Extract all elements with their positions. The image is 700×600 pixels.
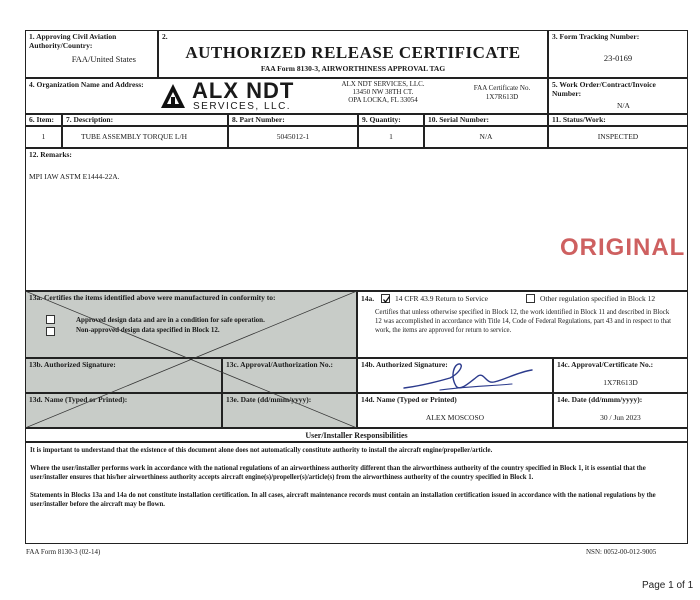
approval-certificate-value: 1X7R613D <box>603 377 638 387</box>
responsibility-paragraph-3: Statements in Blocks 13a and 14a do not constitute installation certification. In all cases, aircraft maintenance records must contain an installation certification issued in accordance with the national regulations by the user/installer before the aircraft may be flown. <box>30 492 656 508</box>
work-order-value: N/A <box>617 101 630 110</box>
col-part-number: 8. Part Number: <box>228 114 358 126</box>
row-part-number: 5045012-1 <box>228 126 358 148</box>
block-14d-label: 14d. Name (Typed or Printed) <box>361 395 457 404</box>
cfr-43-9-label: 14 CFR 43.9 Return to Service <box>395 294 488 303</box>
remarks-text: MPI IAW ASTM E1444-22A. <box>29 171 120 181</box>
checkmark-icon <box>382 295 391 304</box>
col-serial-number: 10. Serial Number: <box>424 114 548 126</box>
block-13a-label: 13a. Certifies the items identified above were manufactured in conformity to: <box>29 293 276 302</box>
page-title: AUTHORIZED RELEASE CERTIFICATE <box>185 42 521 62</box>
name-printed-value: ALEX MOSCOSO <box>425 412 485 422</box>
logo-name: ALX NDT <box>192 78 295 103</box>
row-status: INSPECTED <box>548 126 688 148</box>
block-14e-label: 14e. Date (dd/mmm/yyyy): <box>557 395 643 404</box>
block-2-label: 2. <box>162 32 168 41</box>
block-13d-label: 13d. Name (Typed or Printed): <box>29 395 128 404</box>
block-3-label: 3. Form Tracking Number: <box>552 32 640 41</box>
logo-services: SERVICES, LLC. <box>193 101 292 112</box>
row-description: TUBE ASSEMBLY TORQUE L/H <box>62 126 228 148</box>
block-1-label: 1. Approving Civil Aviation Authority/Country: <box>29 32 117 50</box>
col-description: 7. Description: <box>62 114 228 126</box>
certificate-value: 1X7R613D <box>485 93 519 102</box>
remarks-label: 12. Remarks: <box>29 150 72 159</box>
block-5 <box>548 78 688 114</box>
org-address <box>318 80 448 104</box>
date-value: 30 / Jun 2023 <box>600 412 641 422</box>
faa-certificate <box>458 84 546 101</box>
col-item: 6. Item: <box>25 114 62 126</box>
block-12-remarks <box>25 148 688 291</box>
block-14b-label: 14b. Authorized Signature: <box>361 360 448 369</box>
responsibilities-body <box>25 442 688 544</box>
certificate-label: FAA Certificate No. <box>473 84 531 92</box>
responsibility-paragraph-1: It is important to understand that the existence of this document alone does not automatically constitute authority to install the aircraft engine/propeller/article. <box>30 447 493 454</box>
row-serial-number: N/A <box>424 126 548 148</box>
block-4-label: 4. Organization Name and Address: <box>29 80 144 89</box>
block-14c <box>553 358 688 393</box>
address-line-1: ALX NDT SERVICES, LLC. <box>341 80 425 88</box>
block-14a-label: 14a. <box>361 294 375 303</box>
original-stamp: ORIGINAL <box>560 234 686 261</box>
tracking-number: 23-0169 <box>603 52 633 63</box>
block-13c-label: 13c. Approval/Authorization No.: <box>226 360 333 369</box>
block-14a <box>357 291 688 358</box>
col-quantity: 9. Quantity: <box>358 114 424 126</box>
col-status: 11. Status/Work: <box>548 114 688 126</box>
other-regulation-checkbox[interactable] <box>526 294 535 303</box>
address-line-2: 13450 NW 38TH CT. <box>352 88 414 97</box>
row-item: 1 <box>25 126 62 148</box>
block-14a-statement: Certifies that unless otherwise specified in Block 12, the work identified in Block 11 and described in Block 12 was accomplished in accordance with Title 14, Code of Federal Regulations, part 43 and in respect to that work, the items are approved for return to service. <box>375 309 671 334</box>
address-line-3: OPA LOCKA, FL 33054 <box>348 96 418 105</box>
logo-triangle-icon <box>160 83 186 109</box>
block-5-label: 5. Work Order/Contract/Invoice Number: <box>552 80 656 98</box>
approved-design-text: Approved design data and are in a condition for safe operation. <box>76 316 265 324</box>
cfr-43-9-checkbox[interactable] <box>381 294 390 303</box>
block-13e-label: 13e. Date (dd/mmm/yyyy): <box>226 395 312 404</box>
block-3 <box>548 30 688 78</box>
form-number: FAA Form 8130-3 (02-14) <box>26 548 101 556</box>
company-logo <box>160 80 300 114</box>
handwritten-signature <box>400 360 540 400</box>
block-14e <box>553 393 688 428</box>
page-subtitle: FAA Form 8130-3, AIRWORTHINESS APPROVAL TAG <box>260 63 446 73</box>
responsibility-paragraph-2: Where the user/installer performs work in accordance with the national regulations of an airworthiness authority different than the airworthiness authority of the country specified in Block 1, it is essential that the user/installer ensures that his/her airworthiness authority accepts aircraft engine(s)/propeller(s)/article(s) from the airworthiness authority of the country specified in Block 1. <box>30 465 646 481</box>
page-indicator: Page 1 of 1 <box>642 580 694 591</box>
other-regulation-label: Other regulation specified in Block 12 <box>540 294 656 303</box>
block-14c-label: 14c. Approval/Certificate No.: <box>557 360 654 369</box>
block-1 <box>25 30 158 78</box>
authority-value: FAA/United States <box>71 54 136 65</box>
nsn-number: NSN: 0052-00-012-9005 <box>586 548 657 556</box>
cross-out-lines <box>25 291 357 428</box>
block-13b-label: 13b. Authorized Signature: <box>29 360 116 369</box>
row-quantity: 1 <box>358 126 424 148</box>
block-2 <box>158 30 548 78</box>
non-approved-design-text: Non-approved design data specified in Block 12. <box>76 326 220 334</box>
responsibilities-header: User/Installer Responsibilities <box>25 428 688 442</box>
